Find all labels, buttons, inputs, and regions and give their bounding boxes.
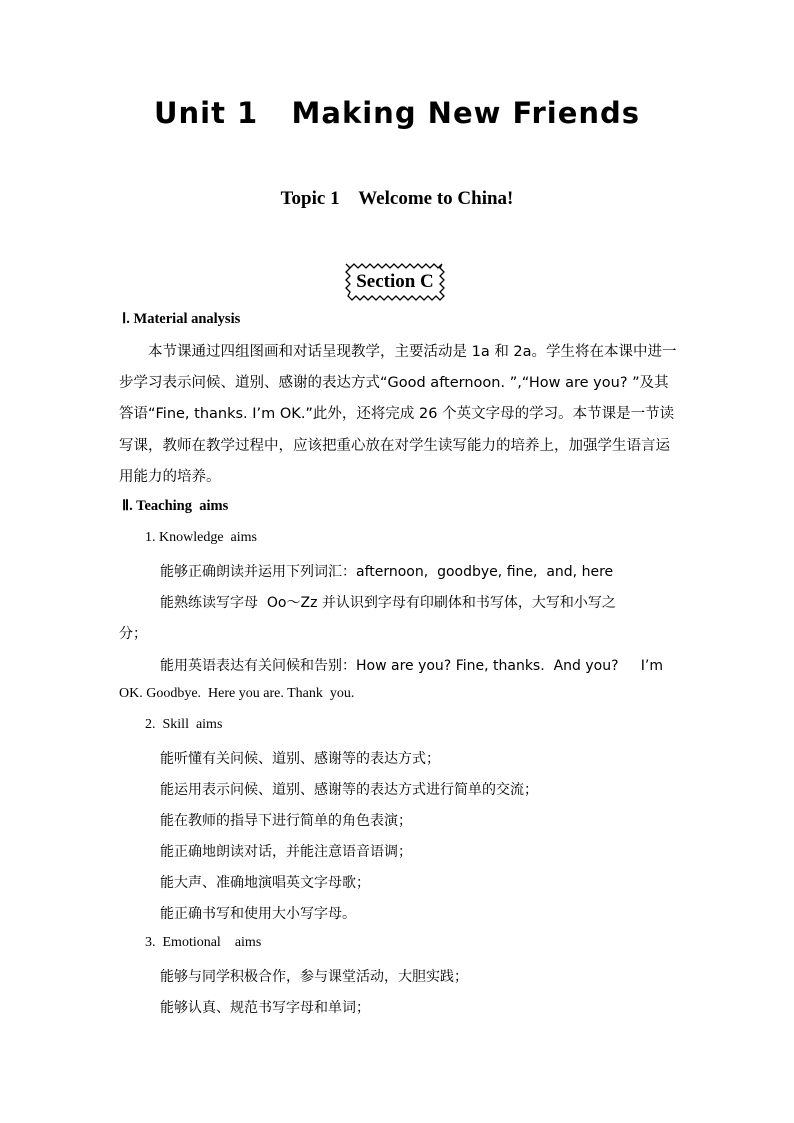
emotional-item: 能够认真、规范书写字母和单词； (160, 1000, 370, 1016)
skill-aims-label: 2. Skill aims (145, 717, 223, 732)
skill-item: 能在教师的指导下进行简单的角色表演； (160, 813, 412, 829)
skill-item: 能正确书写和使用大小写字母。 (160, 906, 356, 922)
emotional-aims-label: 3. Emotional aims (145, 935, 262, 950)
material-analysis-heading: Ⅰ. Material analysis (122, 311, 241, 327)
skill-item: 能大声、准确地演唱英文字母歌； (160, 875, 370, 891)
emotional-item: 能够与同学积极合作，参与课堂活动，大胆实践； (160, 969, 468, 985)
section-badge (344, 262, 446, 302)
unit-title: Unit 1 Making New Friends (153, 96, 641, 130)
material-analysis-paragraph: 本节课通过四组图画和对话呈现教学，主要活动是 1a 和 2a。学生将在本课中进一步学习表示问候、道别、感谢的表达方式“Good afternoon. ”,“How are you? ”及其答语“Fine, thanks. I’m OK.”此外，还将完成 26 个英文字母的学习。本节课是一节读写课，教师在教学过程中，应该把重心放在对学生读写能力的培养上，加强学生语言运用能力的培养。 (119, 344, 677, 485)
knowledge-item: 能够正确朗读并运用下列词汇：afternoon, goodbye, fine, and, here (160, 564, 614, 580)
skill-item: 能正确地朗读对话，并能注意语音语调； (160, 844, 412, 860)
knowledge-item: 能熟练读写字母 Oo～Zz 并认识到字母有印刷体和书写体，大写和小写之 (160, 595, 616, 611)
section-label: Section C (356, 271, 434, 292)
topic-title: Topic 1 Welcome to China! (280, 188, 514, 209)
skill-item: 能运用表示问候、道别、感谢等的表达方式进行简单的交流； (160, 782, 538, 798)
teaching-aims-heading: Ⅱ. Teaching aims (122, 498, 229, 514)
knowledge-item-continuation: OK. Goodbye. Here you are. Thank you. (119, 686, 355, 701)
knowledge-item: 能用英语表达有关问候和告别：How are you? Fine, thanks. And you? I’m (160, 658, 663, 674)
knowledge-item-continuation: 分； (119, 626, 147, 642)
skill-item: 能听懂有关问候、道别、感谢等的表达方式； (160, 751, 440, 767)
knowledge-aims-label: 1. Knowledge aims (145, 530, 257, 545)
